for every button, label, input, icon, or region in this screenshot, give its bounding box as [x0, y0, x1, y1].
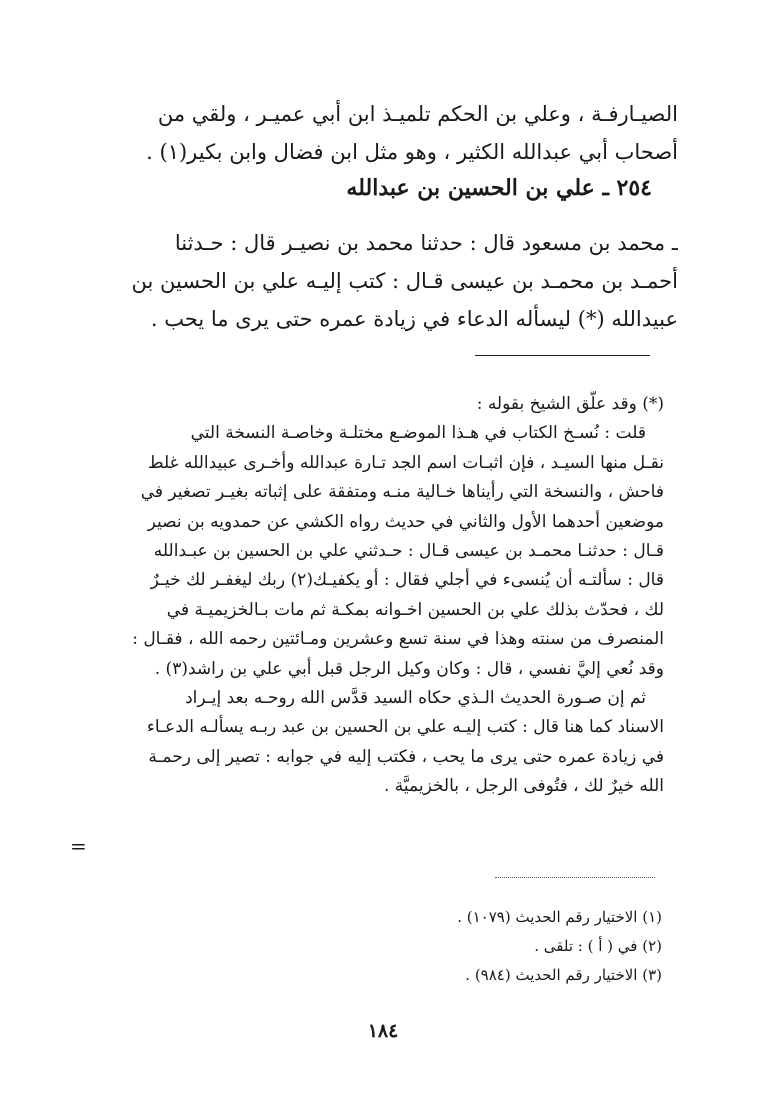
annotation-note	[104, 390, 664, 801]
footnote-separator	[495, 877, 655, 878]
top-paragraph	[108, 95, 678, 171]
footnote: (٣) الاختيار رقم الحديث (٩٨٤) .	[465, 966, 662, 984]
text-line: أحمـد بن محمـد بن عيسى قـال : كتب إليـه علي بن الحسين بن	[131, 269, 678, 293]
section-divider	[475, 355, 650, 356]
note-line: موضعين أحدهما الأول والثاني في حديث رواه الكشي عن حمدويه بن نصير	[147, 511, 664, 532]
note-line: نقـل منها السيـد ، فإن اثبـات اسم الجد تـارة عبدالله وأخـرى عبيدالله غلط	[147, 452, 664, 473]
note-line: المنصرف من سنته وهذا في سنة تسع وعشرين ومـائتين رحمه الله ، فقـال :	[132, 629, 664, 650]
text-line: أصحاب أبي عبدالله الكثير ، وهو مثل ابن فضال وابن بكير(١) .	[146, 140, 678, 164]
page-number: ١٨٤	[367, 1020, 399, 1042]
note-line: لك ، فحدّث بذلك علي بن الحسين اخـوانه بمكـة ثم مات بـالخزيميـة في	[166, 599, 664, 620]
note-line: وقد نُعي إليَّ نفسي ، قال : وكان وكيل الرجل قبل أبي علي بن راشد(٣) .	[154, 658, 664, 679]
note-line: (*) وقد علّق الشيخ بقوله :	[476, 394, 664, 414]
note-line: قال : سألتـه أن يُنسىء في أجلي فقال : أو يكفيـك(٢) ربك ليغفـر لك خيـرٌ	[150, 570, 664, 591]
entry-heading: ٢٥٤ ـ علي بن الحسين بن عبدالله	[346, 175, 652, 201]
text-line: عبيدالله (*) ليسأله الدعاء في زيادة عمره حتى يرى ما يحب .	[150, 307, 678, 331]
note-line: في زيادة عمره حتى يرى ما يحب ، فكتب إليه في جوابه : تصير إلى رحمـة	[148, 746, 664, 767]
hadith-paragraph	[108, 224, 678, 338]
note-line: قلت : نُسـخ الكتاب في هـذا الموضـع مختلـة وخاصـة النسخة التي	[190, 423, 646, 444]
footnote: (٢) في ( أ ) : تلقى .	[534, 937, 662, 955]
footnotes	[102, 903, 662, 990]
footnote: (١) الاختيار رقم الحديث (١٠٧٩) .	[457, 908, 662, 926]
note-line: الله خيرٌ لك ، فتُوفى الرجل ، بالخزيميَّة .	[383, 776, 664, 797]
continuation-mark: =	[70, 834, 87, 858]
note-line: ثم إن صـورة الحديث الـذي حكاه السيد قدَّس الله روحـه بعد إيـراد	[185, 687, 646, 708]
text-line: ـ محمد بن مسعود قال : حدثنا محمد بن نصيـر قال : حـدثنا	[174, 231, 678, 255]
note-line: فاحش ، والنسخة التي رأيناها خـالية منـه ومتفقة على إثباته بغيـر تصغير في	[140, 482, 664, 503]
text-line: الصيـارفـة ، وعلي بن الحكم تلميـذ ابن أبي عميـر ، ولقي من	[157, 102, 678, 126]
note-line: قـال : حدثنـا محمـد بن عيسى قـال : حـدثني علي بن الحسين بن عبـدالله	[153, 540, 664, 561]
note-line: الاسناد كما هنا قال : كتب إليـه علي بن الحسين بن عبد ربـه يسألـه الدعـاء	[146, 717, 664, 738]
